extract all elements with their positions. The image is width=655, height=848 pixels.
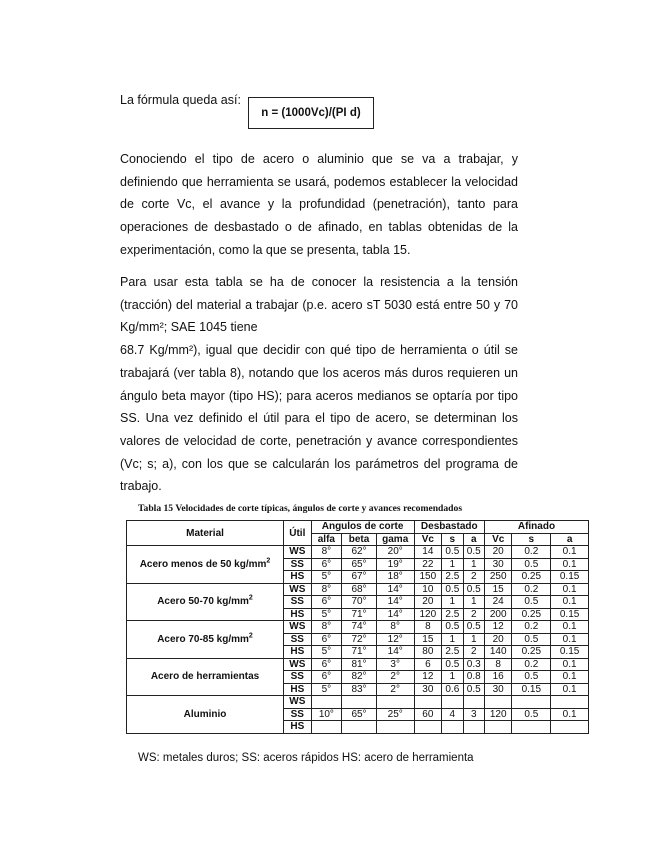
value-cell: 2.5 <box>442 608 463 621</box>
value-cell: 0.5 <box>512 708 551 721</box>
value-cell: 12 <box>414 671 442 684</box>
value-cell: 22 <box>414 558 442 571</box>
value-cell <box>414 696 442 709</box>
value-cell: 5° <box>311 608 342 621</box>
value-cell: 5° <box>311 571 342 584</box>
value-cell <box>311 696 342 709</box>
value-cell: 3 <box>463 708 484 721</box>
value-cell: 67° <box>342 571 377 584</box>
value-cell <box>484 721 512 734</box>
value-cell: 4 <box>442 708 463 721</box>
subheader-cell: gama <box>376 533 414 546</box>
paragraph-2 <box>120 271 518 498</box>
util-cell: SS <box>284 633 312 646</box>
value-cell: 0.5 <box>512 596 551 609</box>
value-cell: 0.3 <box>463 658 484 671</box>
util-cell: WS <box>284 621 312 634</box>
table-row <box>127 583 589 596</box>
value-cell: 8° <box>311 621 342 634</box>
util-cell: HS <box>284 721 312 734</box>
value-cell: 2.5 <box>442 646 463 659</box>
util-cell: SS <box>284 596 312 609</box>
value-cell: 71° <box>342 646 377 659</box>
value-cell: 15 <box>414 633 442 646</box>
value-cell: 120 <box>414 608 442 621</box>
value-cell: 1 <box>442 671 463 684</box>
value-cell: 30 <box>484 558 512 571</box>
value-cell: 5° <box>311 646 342 659</box>
paragraph-1: Conociendo el tipo de acero o aluminio que se va a trabajar, y definiendo que herramienta se usará, podemos establecer la velocidad de corte Vc, el avance y la profundidad (penetración), tanto para operaciones de desbastado o de afinado, en tablas obtenidas de la experimentación, como la que se presenta, tabla 15. <box>120 152 518 257</box>
value-cell: 0.5 <box>442 583 463 596</box>
value-cell: 1 <box>463 596 484 609</box>
value-cell: 0.5 <box>512 633 551 646</box>
subheader-cell: Vc <box>414 533 442 546</box>
value-cell: 200 <box>484 608 512 621</box>
value-cell: 1 <box>463 633 484 646</box>
formula-box: n = (1000Vc)/(PI d) <box>248 97 374 129</box>
value-cell: 0.15 <box>512 683 551 696</box>
value-cell: 2.5 <box>442 571 463 584</box>
cutting-speed-table <box>126 520 589 734</box>
value-cell <box>463 696 484 709</box>
paragraph-2-part-1: Para usar esta tabla se ha de conocer la resistencia a la tensión (tracción) del material a trabajar (p.e. acero sT 5030 está entre 50 y 70 Kg/mm²; SAE 1045 tiene <box>120 275 518 335</box>
value-cell <box>414 721 442 734</box>
value-cell: 1 <box>442 596 463 609</box>
value-cell: 2 <box>463 646 484 659</box>
value-cell: 72° <box>342 633 377 646</box>
value-cell: 30 <box>484 683 512 696</box>
value-cell: 82° <box>342 671 377 684</box>
value-cell: 20 <box>484 546 512 559</box>
value-cell: 14° <box>376 608 414 621</box>
value-cell: 14° <box>376 596 414 609</box>
subheader-cell: s <box>442 533 463 546</box>
util-cell: WS <box>284 583 312 596</box>
value-cell: 60 <box>414 708 442 721</box>
value-cell: 0.1 <box>551 708 589 721</box>
paragraph-2-part-2: 68.7 Kg/mm²), igual que decidir con qué tipo de herramienta o útil se trabajará (ver tabla 8), notando que los aceros más duros requieren un ángulo beta mayor (tipo HS); para aceros medianos se optaría por tipo SS. Una vez definido el útil para el tipo de acero, se determinan los valores de velocidad de corte, penetración y avance correspondientes (Vc; s; a), con los que se calcularán los parámetros del programa de trabajo. <box>120 343 518 494</box>
subheader-cell: a <box>463 533 484 546</box>
value-cell: 8° <box>311 583 342 596</box>
util-cell: WS <box>284 696 312 709</box>
value-cell: 0.5 <box>442 546 463 559</box>
value-cell: 0.5 <box>463 546 484 559</box>
value-cell <box>551 721 589 734</box>
value-cell: 0.6 <box>442 683 463 696</box>
value-cell: 3° <box>376 658 414 671</box>
material-cell: Acero menos de 50 $kg/mm^2$ <box>127 546 284 584</box>
table-row <box>127 696 589 709</box>
value-cell: 30 <box>414 683 442 696</box>
value-cell: 6° <box>311 633 342 646</box>
value-cell: 2 <box>463 571 484 584</box>
value-cell: 1 <box>442 558 463 571</box>
material-cell: Acero de herramientas <box>127 658 284 696</box>
value-cell: 2° <box>376 683 414 696</box>
value-cell: 20° <box>376 546 414 559</box>
value-cell: 20 <box>414 596 442 609</box>
value-cell: 8° <box>376 621 414 634</box>
value-cell: 6 <box>414 658 442 671</box>
value-cell: 65° <box>342 708 377 721</box>
value-cell: 1 <box>442 633 463 646</box>
value-cell: 250 <box>484 571 512 584</box>
value-cell <box>551 696 589 709</box>
value-cell: 0.2 <box>512 621 551 634</box>
value-cell: 0.2 <box>512 658 551 671</box>
value-cell: 0.5 <box>442 658 463 671</box>
value-cell: 0.2 <box>512 546 551 559</box>
value-cell: 18° <box>376 571 414 584</box>
value-cell: 0.15 <box>551 646 589 659</box>
value-cell: 0.1 <box>551 633 589 646</box>
value-cell: 2° <box>376 671 414 684</box>
value-cell: 0.25 <box>512 571 551 584</box>
table-row <box>127 621 589 634</box>
header-material: Material <box>127 521 284 546</box>
util-cell: WS <box>284 658 312 671</box>
util-cell: HS <box>284 608 312 621</box>
value-cell: 0.1 <box>551 671 589 684</box>
value-cell: 83° <box>342 683 377 696</box>
util-cell: SS <box>284 708 312 721</box>
value-cell: 0.15 <box>551 608 589 621</box>
value-cell: 0.8 <box>463 671 484 684</box>
value-cell: 0.15 <box>551 571 589 584</box>
value-cell: 10° <box>311 708 342 721</box>
subheader-cell: Vc <box>484 533 512 546</box>
value-cell: 140 <box>484 646 512 659</box>
value-cell: 15 <box>484 583 512 596</box>
value-cell: 5° <box>311 683 342 696</box>
value-cell: 62° <box>342 546 377 559</box>
header-afinado: Afinado <box>484 521 588 534</box>
value-cell: 0.25 <box>512 646 551 659</box>
material-cell: Aluminio <box>127 696 284 734</box>
value-cell: 25° <box>376 708 414 721</box>
value-cell: 14° <box>376 646 414 659</box>
value-cell <box>311 721 342 734</box>
header-desbastado: Desbastado <box>414 521 484 534</box>
value-cell: 0.5 <box>463 583 484 596</box>
value-cell <box>442 696 463 709</box>
util-cell: SS <box>284 671 312 684</box>
value-cell <box>484 696 512 709</box>
value-cell: 70° <box>342 596 377 609</box>
value-cell: 6° <box>311 558 342 571</box>
util-cell: HS <box>284 646 312 659</box>
value-cell: 14° <box>376 583 414 596</box>
value-cell <box>512 721 551 734</box>
value-cell: 74° <box>342 621 377 634</box>
value-cell: 24 <box>484 596 512 609</box>
value-cell: 19° <box>376 558 414 571</box>
util-cell: SS <box>284 558 312 571</box>
value-cell: 1 <box>463 558 484 571</box>
value-cell: 6° <box>311 671 342 684</box>
value-cell: 10 <box>414 583 442 596</box>
value-cell <box>512 696 551 709</box>
subheader-cell: s <box>512 533 551 546</box>
value-cell: 65° <box>342 558 377 571</box>
value-cell: 0.1 <box>551 558 589 571</box>
material-cell: Acero 70-85 $kg/mm^2$ <box>127 621 284 659</box>
value-cell <box>342 721 377 734</box>
value-cell: 0.1 <box>551 596 589 609</box>
tool-legend: WS: metales duros; SS: aceros rápidos HS: acero de herramienta <box>138 752 474 764</box>
util-cell: WS <box>284 546 312 559</box>
value-cell: 8 <box>414 621 442 634</box>
value-cell: 0.1 <box>551 683 589 696</box>
subheader-cell: a <box>551 533 589 546</box>
subheader-cell: beta <box>342 533 377 546</box>
value-cell: 6° <box>311 658 342 671</box>
value-cell: 0.25 <box>512 608 551 621</box>
value-cell <box>342 696 377 709</box>
header-util: Útil <box>284 521 312 546</box>
value-cell: 8° <box>311 546 342 559</box>
value-cell: 0.5 <box>512 671 551 684</box>
value-cell: 0.5 <box>512 558 551 571</box>
formula-label: La fórmula queda así: <box>120 93 241 107</box>
value-cell: 0.1 <box>551 546 589 559</box>
material-cell: Acero 50-70 $kg/mm^2$ <box>127 583 284 621</box>
table-row <box>127 546 589 559</box>
value-cell <box>376 696 414 709</box>
header-angulos: Angulos de corte <box>311 521 414 534</box>
value-cell: 68° <box>342 583 377 596</box>
value-cell: 0.1 <box>551 658 589 671</box>
value-cell: 0.5 <box>463 621 484 634</box>
value-cell: 2 <box>463 608 484 621</box>
value-cell: 8 <box>484 658 512 671</box>
value-cell: 16 <box>484 671 512 684</box>
value-cell: 0.5 <box>442 621 463 634</box>
util-cell: HS <box>284 571 312 584</box>
util-cell: HS <box>284 683 312 696</box>
value-cell: 12° <box>376 633 414 646</box>
value-cell <box>442 721 463 734</box>
table-caption: Tabla 15 Velocidades de corte típicas, ángulos de corte y avances recomendados <box>138 503 463 514</box>
value-cell: 81° <box>342 658 377 671</box>
value-cell: 80 <box>414 646 442 659</box>
value-cell: 0.1 <box>551 583 589 596</box>
value-cell: 6° <box>311 596 342 609</box>
value-cell <box>463 721 484 734</box>
subheader-cell: alfa <box>311 533 342 546</box>
value-cell: 14 <box>414 546 442 559</box>
value-cell: 0.2 <box>512 583 551 596</box>
value-cell: 71° <box>342 608 377 621</box>
value-cell: 150 <box>414 571 442 584</box>
value-cell: 20 <box>484 633 512 646</box>
table-row <box>127 658 589 671</box>
value-cell <box>376 721 414 734</box>
value-cell: 120 <box>484 708 512 721</box>
value-cell: 0.1 <box>551 621 589 634</box>
value-cell: 12 <box>484 621 512 634</box>
value-cell: 0.5 <box>463 683 484 696</box>
